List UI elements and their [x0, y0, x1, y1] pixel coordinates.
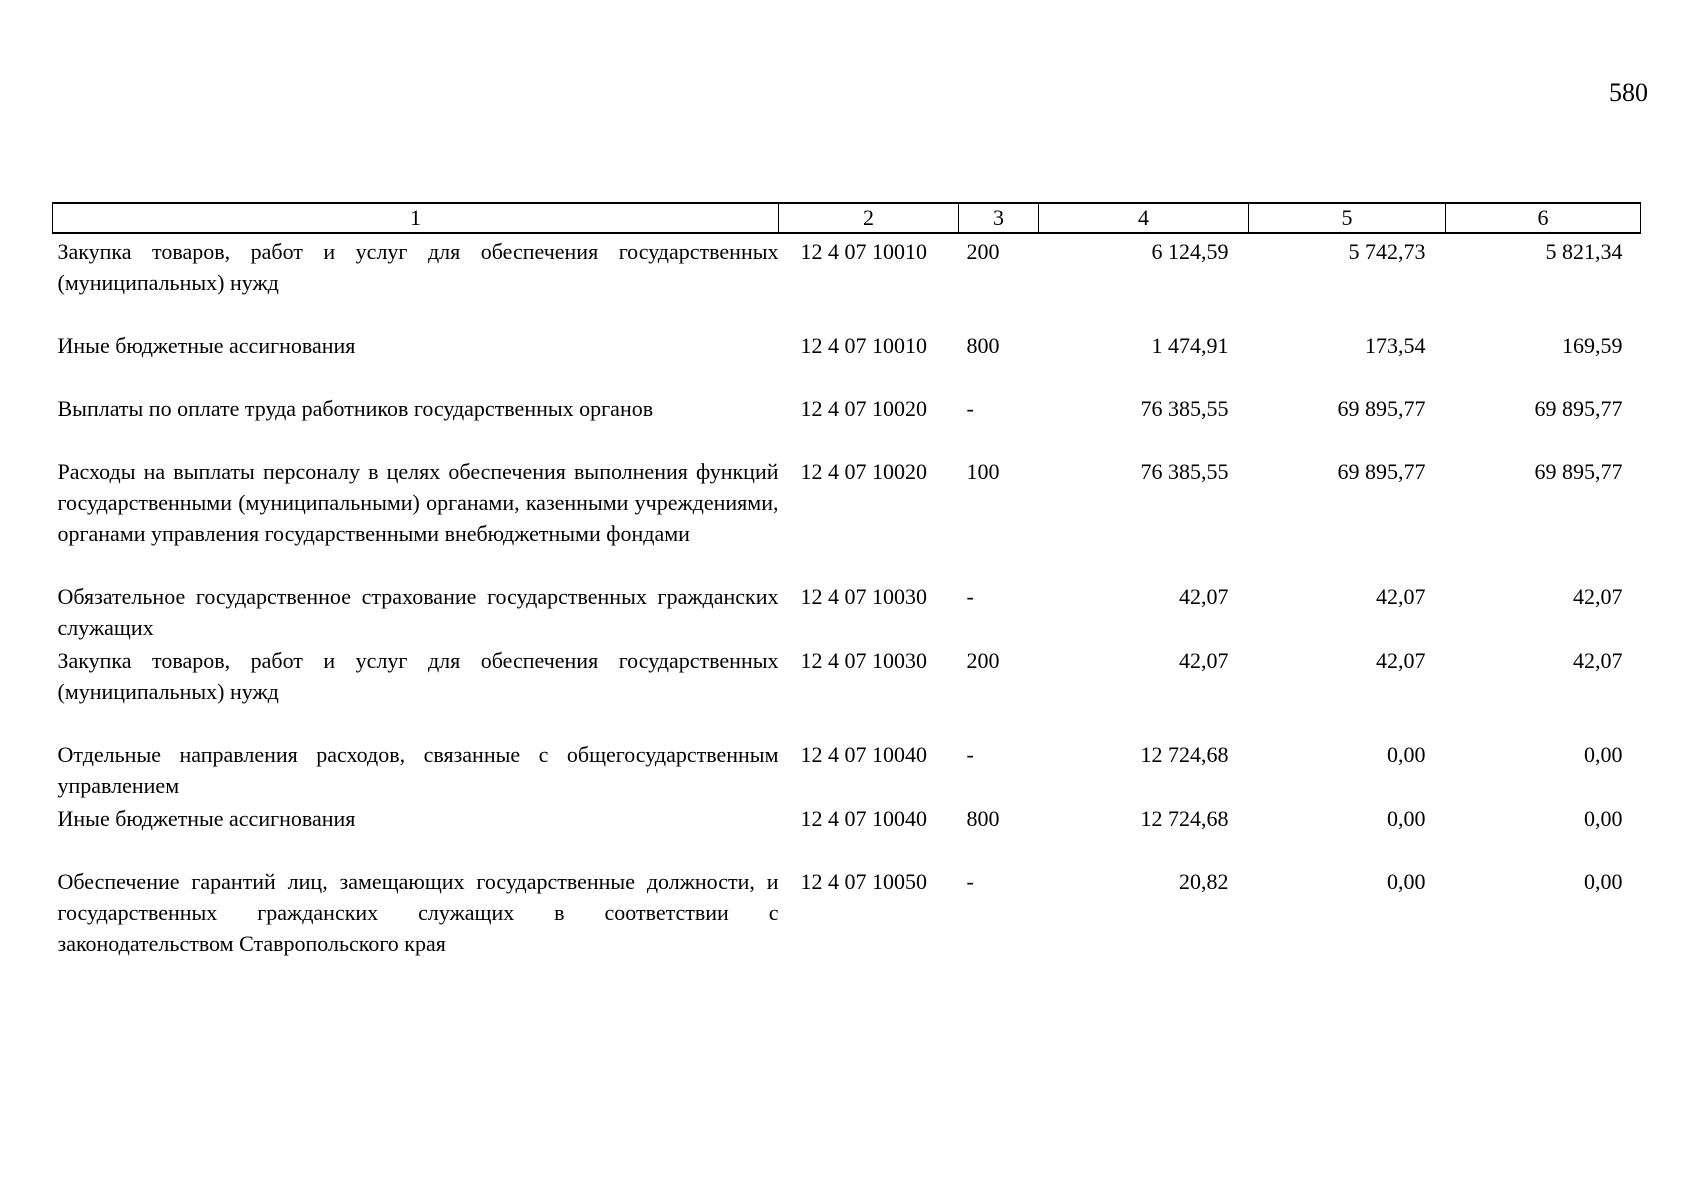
row-expense-type: 800 — [966, 806, 1000, 831]
table-row — [53, 801, 1641, 864]
table-row — [53, 579, 1641, 643]
row-value-6: 69 895,77 — [1534, 459, 1623, 484]
row-code: 12 4 07 10040 — [800, 742, 927, 767]
row-code: 12 4 07 10020 — [800, 396, 927, 421]
row-value-5: 173,54 — [1365, 333, 1426, 358]
table-header — [53, 203, 1641, 233]
row-description: Расходы на выплаты персоналу в целях обеспечения выполнения функций государственными (муниципальными) органами, казенными учреждениями, органами управления государственными внебюджетными фондами — [57, 459, 779, 546]
row-code: 12 4 07 10040 — [800, 806, 927, 831]
row-value-5: 5 742,73 — [1348, 239, 1426, 264]
row-value-5: 69 895,77 — [1337, 459, 1426, 484]
header-col-4: 4 — [1039, 203, 1249, 233]
row-value-4: 12 724,68 — [1140, 742, 1229, 767]
row-description: Иные бюджетные ассигнования — [57, 333, 356, 358]
page-number: 580 — [1609, 78, 1648, 107]
table-row — [53, 391, 1641, 454]
row-description: Обеспечение гарантий лиц, замещающих государственные должности, и государственных гражданских служащих в соответствии с законодательством Ставропольского края — [57, 869, 779, 956]
row-expense-type: 200 — [966, 239, 1000, 264]
row-value-4: 1 474,91 — [1151, 333, 1229, 358]
row-value-4: 42,07 — [1179, 648, 1229, 673]
row-expense-type: - — [966, 742, 974, 767]
row-value-6: 169,59 — [1562, 333, 1623, 358]
table-row — [53, 643, 1641, 737]
row-expense-type: - — [966, 584, 974, 609]
row-value-5: 0,00 — [1387, 742, 1426, 767]
row-value-5: 42,07 — [1376, 584, 1426, 609]
row-value-6: 42,07 — [1573, 648, 1623, 673]
row-description: Обязательное государственное страхование государственных гражданских служащих — [57, 584, 779, 640]
table-row — [53, 233, 1641, 328]
row-value-6: 5 821,34 — [1545, 239, 1623, 264]
table-row — [53, 454, 1641, 579]
row-code: 12 4 07 10020 — [800, 459, 927, 484]
header-col-6: 6 — [1446, 203, 1641, 233]
header-col-2: 2 — [779, 203, 959, 233]
row-expense-type: 800 — [966, 333, 1000, 358]
row-code: 12 4 07 10030 — [800, 584, 927, 609]
row-description: Закупка товаров, работ и услуг для обеспечения государственных (муниципальных) нужд — [57, 239, 779, 295]
budget-table — [52, 202, 1641, 959]
row-value-6: 42,07 — [1573, 584, 1623, 609]
row-expense-type: - — [966, 869, 974, 894]
row-value-5: 69 895,77 — [1337, 396, 1426, 421]
table-row — [53, 737, 1641, 801]
row-value-4: 20,82 — [1179, 869, 1229, 894]
table-row — [53, 864, 1641, 959]
row-code: 12 4 07 10030 — [800, 648, 927, 673]
row-code: 12 4 07 10010 — [800, 239, 927, 264]
row-code: 12 4 07 10050 — [800, 869, 927, 894]
row-value-6: 0,00 — [1584, 806, 1623, 831]
row-value-6: 0,00 — [1584, 742, 1623, 767]
table-row — [53, 328, 1641, 391]
row-description: Иные бюджетные ассигнования — [57, 806, 356, 831]
row-value-4: 6 124,59 — [1151, 239, 1229, 264]
row-value-4: 76 385,55 — [1140, 396, 1229, 421]
row-value-6: 69 895,77 — [1534, 396, 1623, 421]
row-value-6: 0,00 — [1584, 869, 1623, 894]
row-value-5: 0,00 — [1387, 806, 1426, 831]
header-col-1: 1 — [53, 203, 779, 233]
row-value-4: 76 385,55 — [1140, 459, 1229, 484]
row-value-4: 12 724,68 — [1140, 806, 1229, 831]
row-description: Отдельные направления расходов, связанные с общегосударственным управлением — [57, 742, 779, 798]
row-value-5: 0,00 — [1387, 869, 1426, 894]
row-code: 12 4 07 10010 — [800, 333, 927, 358]
row-expense-type: 100 — [966, 459, 1000, 484]
row-expense-type: 200 — [966, 648, 1000, 673]
row-value-5: 42,07 — [1376, 648, 1426, 673]
header-col-5: 5 — [1249, 203, 1446, 233]
header-col-3: 3 — [959, 203, 1039, 233]
row-expense-type: - — [966, 396, 974, 421]
row-value-4: 42,07 — [1179, 584, 1229, 609]
row-description: Закупка товаров, работ и услуг для обеспечения государственных (муниципальных) нужд — [57, 648, 779, 704]
row-description: Выплаты по оплате труда работников государственных органов — [57, 396, 654, 421]
